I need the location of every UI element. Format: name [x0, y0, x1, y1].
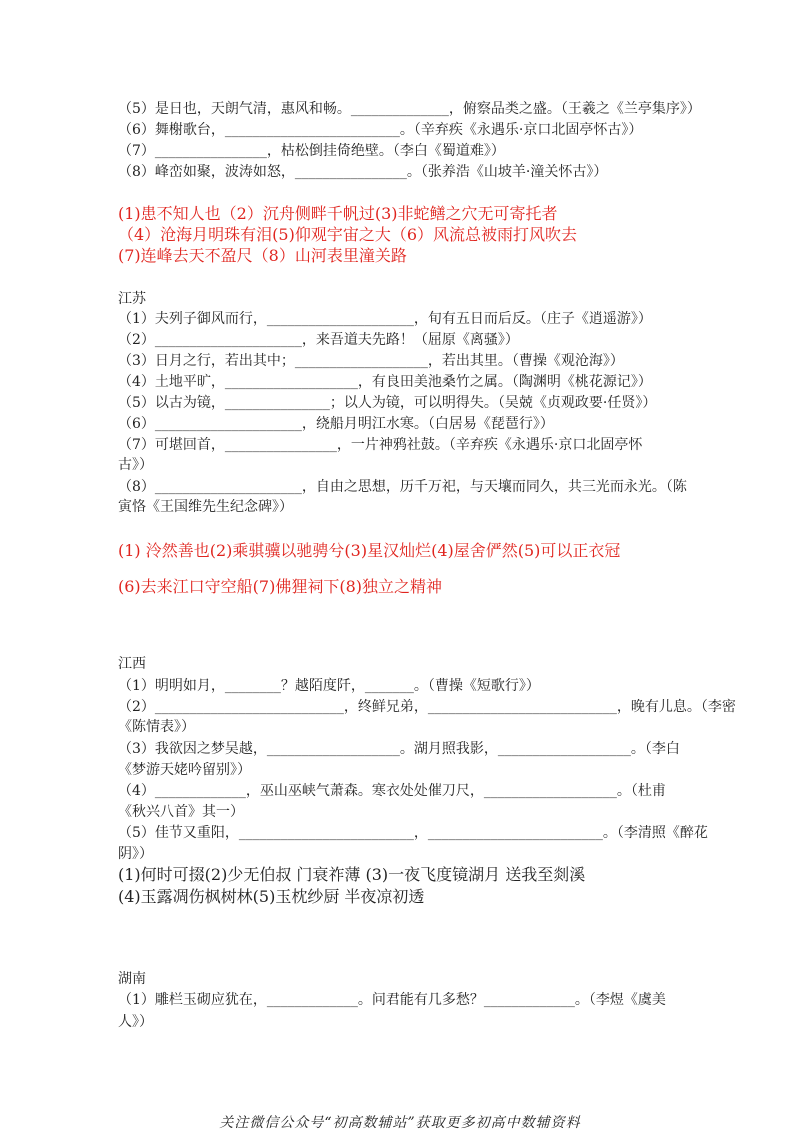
question-line: 古》）	[118, 457, 153, 473]
question-line: （3）我欲因之梦吴越，___________________。湖月照我影，___________________。（李白	[118, 741, 680, 757]
question-line: 阴》）	[118, 846, 153, 862]
question-line: （1）夫列子御风而行，_____________________，旬有五日而后反。（庄子《逍遥游》）	[118, 311, 652, 327]
question-line: （3）日月之行，若出其中；___________________，若出其里。（曹操《观沧海》）	[118, 353, 624, 369]
question-line: （6）舞榭歌台，_________________________。（辛弃疾《永遇乐·京口北固亭怀古》）	[118, 122, 643, 138]
question-line: （1）雕栏玉砌应犹在，_____________。问君能有几多愁？_____________。（李煜《虞美	[118, 992, 666, 1008]
region-title-jiangxi: 江西	[118, 656, 146, 672]
answer-line: (7)连峰去天不盈尺（8）山河表里潼关路	[118, 246, 407, 265]
question-line: （8）_____________________，自由之思想，历千万祀，与天壤而同久，共三光而永光。（陈	[118, 479, 687, 495]
question-line: （5）以古为镜，_______________；以人为镜，可以明得失。（吴兢《贞观政要·任贤》）	[118, 395, 657, 411]
region-title-jiangsu: 江苏	[118, 291, 146, 307]
answer-line: (1) 泠然善也(2)乘骐骥以驰骋兮(3)星汉灿烂(4)屋舍俨然(5)可以正衣冠	[118, 541, 621, 560]
question-line: 《梦游天姥吟留别》）	[118, 762, 251, 778]
question-line: 《秋兴八首》其一）	[118, 804, 244, 820]
question-line: （7）________________，枯松倒挂倚绝壁。（李白《蜀道难》）	[118, 143, 505, 159]
question-line: （4）土地平旷，___________________，有良田美池桑竹之属。（陶渊明《桃花源记》）	[118, 374, 652, 390]
answer-line: (6)去来江口守空船(7)佛狸祠下(8)独立之精神	[118, 577, 442, 596]
question-line: （7）可堪回首，________________，一片神鸦社鼓。（辛弃疾《永遇乐·京口北固亭怀	[118, 437, 643, 453]
question-line: 《陈情表》）	[118, 719, 195, 735]
question-line: （1）明明如月，________？越陌度阡，_______。（曹操《短歌行》）	[118, 678, 540, 694]
question-line: （2）___________________________，终鲜兄弟，___________________________，晚有儿息。（李密	[118, 699, 736, 715]
question-line: （4）_____________，巫山巫峡气萧森。寒衣处处催刀尺，___________________。（杜甫	[118, 783, 666, 799]
answer-line: (1)何时可掇(2)少无伯叔 门衰祚薄 (3)一夜飞度镜湖月 送我至剡溪	[118, 865, 586, 884]
question-line: 寅恪《王国维先生纪念碑》）	[118, 499, 293, 515]
question-line: （5）是日也，天朗气清，惠风和畅。______________，俯察品类之盛。（王羲之《兰亭集序》）	[118, 101, 701, 117]
question-line: （8）峰峦如聚，波涛如怒，________________。（张养浩《山坡羊·潼关怀古》）	[118, 164, 608, 180]
question-line: 人》）	[118, 1014, 153, 1030]
question-line: （6）_____________________，绕船月明江水寒。（白居易《琵琶行》）	[118, 416, 554, 432]
answer-line: (4)玉露凋伤枫树林(5)玉枕纱厨 半夜凉初透	[118, 887, 425, 906]
question-line: （2）_____________________，来吾道夫先路！（屈原《离骚》）	[118, 332, 519, 348]
answer-line: （4）沧海月明珠有泪(5)仰观宇宙之大（6）风流总被雨打风吹去	[118, 225, 578, 244]
region-title-hunan: 湖南	[118, 971, 146, 987]
answer-line: (1)患不知人也（2）沉舟侧畔千帆过(3)非蛇鳝之穴无可寄托者	[118, 204, 558, 223]
footer-promo: 关注微信公众号“初高数辅站”获取更多初高中数辅资料	[219, 1115, 581, 1131]
question-line: （5）佳节又重阳，_________________________，_________________________。（李清照《醉花	[118, 825, 708, 841]
